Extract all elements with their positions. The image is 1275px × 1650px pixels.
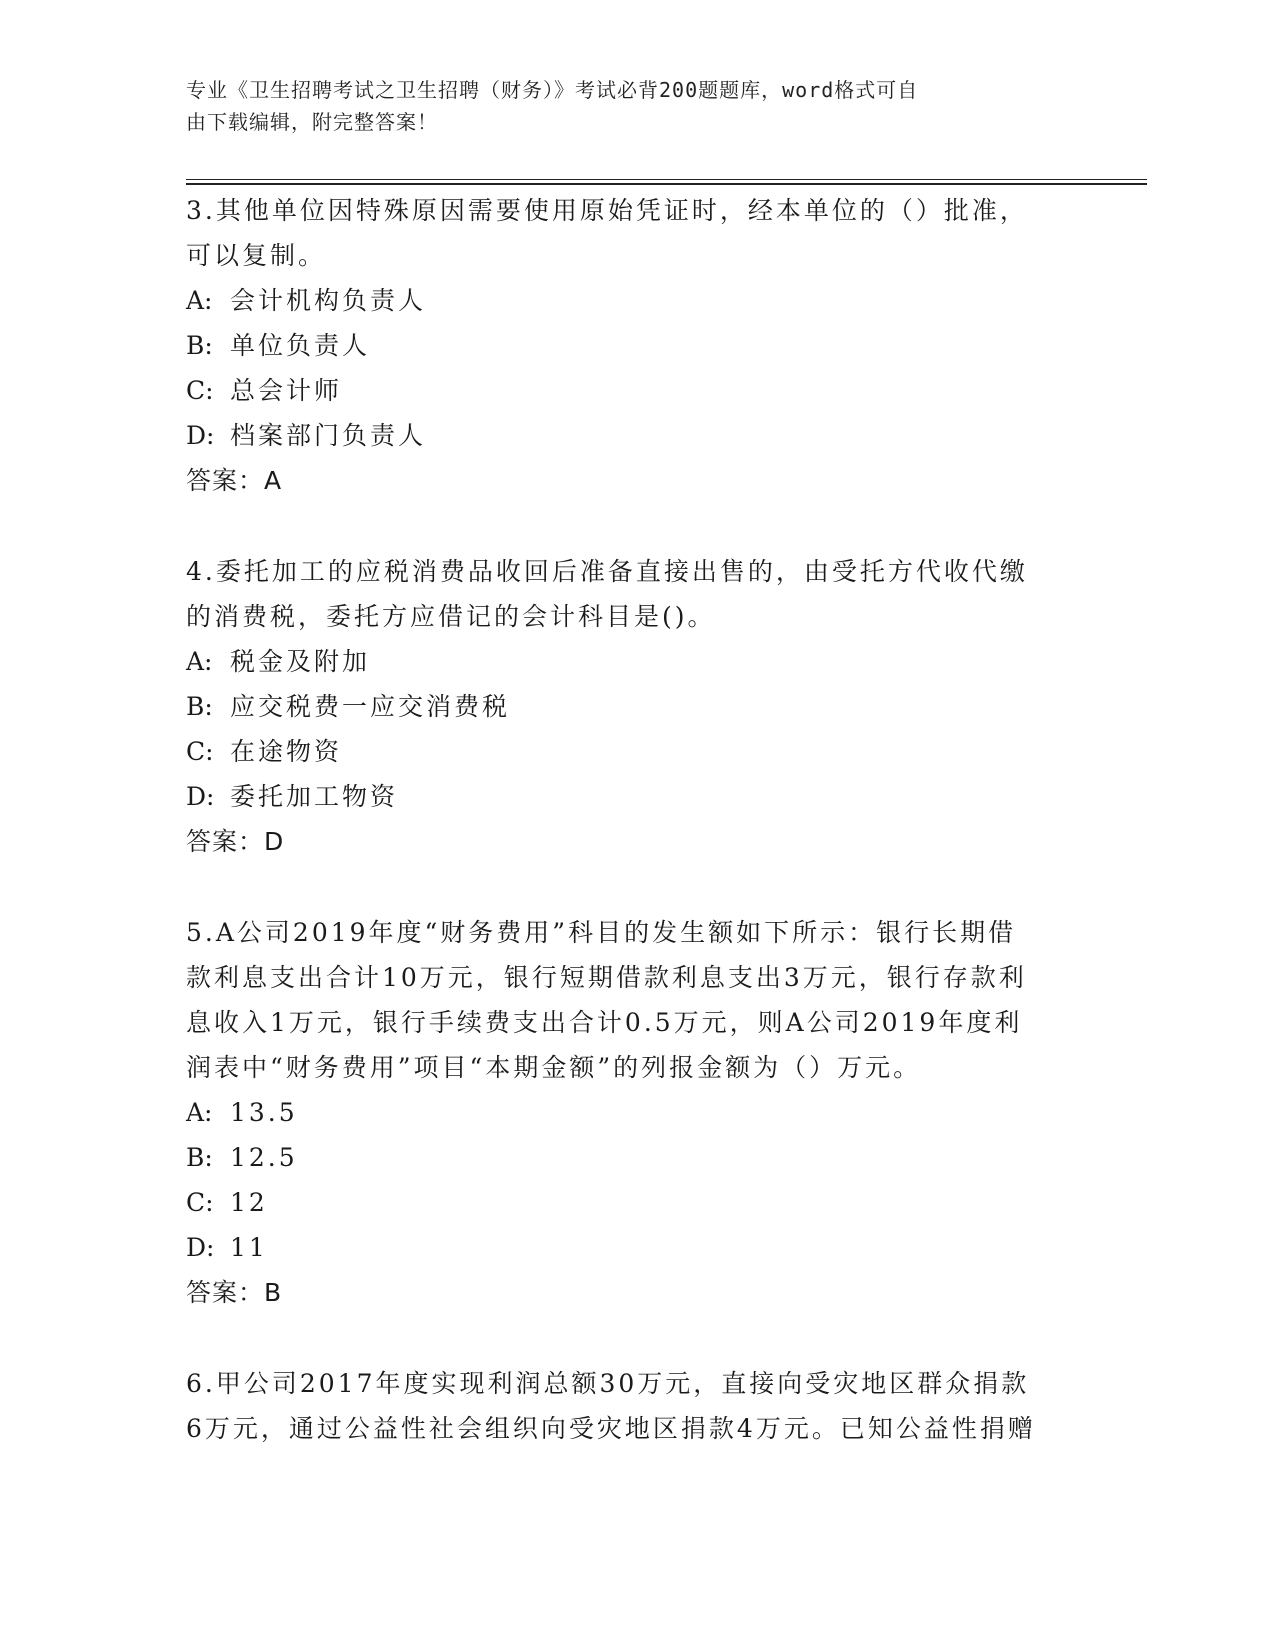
option-key: D: <box>186 782 215 811</box>
question-text-line: 4.委托加工的应税消费品收回后准备直接出售的，由受托方代收代缴 <box>186 557 1028 586</box>
option-b <box>186 1135 1086 1180</box>
option-key: D: <box>186 421 215 450</box>
question-text-line: 润表中“财务费用”项目“本期金额”的列报金额为（）万元。 <box>186 1053 922 1082</box>
question-gap <box>186 1315 1086 1361</box>
option-key: D: <box>186 1233 215 1262</box>
option-c <box>186 729 1086 774</box>
question-text-line: 款利息支出合计10万元，银行短期借款利息支出3万元，银行存款利 <box>186 963 1027 992</box>
question-text-line: 3.其他单位因特殊原因需要使用原始凭证时，经本单位的（）批准， <box>186 196 1028 225</box>
option-a <box>186 278 1086 323</box>
question-text-line: 可以复制。 <box>186 241 327 270</box>
question-gap <box>186 864 1086 910</box>
document-header <box>186 74 1066 138</box>
option-text: 12.5 <box>230 1143 298 1172</box>
question-gap <box>186 503 1086 549</box>
question-text-line: 的消费税，委托方应借记的会计科目是()。 <box>186 602 716 631</box>
header-line-2: 由下载编辑，附完整答案！ <box>186 110 438 134</box>
option-key: C: <box>186 1188 214 1217</box>
option-text: 档案部门负责人 <box>230 421 427 450</box>
option-d <box>186 413 1086 458</box>
question-5 <box>186 910 1086 1315</box>
answer-line: 答案：A <box>186 466 283 495</box>
question-text-line: 5.A公司2019年度“财务费用”科目的发生额如下所示：银行长期借 <box>186 918 1017 947</box>
option-a <box>186 639 1086 684</box>
question-text-line: 息收入1万元，银行手续费支出合计0.5万元，则A公司2019年度利 <box>186 1008 1023 1037</box>
option-key: C: <box>186 376 214 405</box>
header-line-1: 专业《卫生招聘考试之卫生招聘（财务）》考试必背200题题库，word格式可自 <box>186 78 919 102</box>
answer-line: 答案：D <box>186 827 285 856</box>
header-divider-thin <box>186 179 1147 180</box>
option-text: 应交税费一应交消费税 <box>230 692 511 721</box>
option-text: 单位负责人 <box>230 331 371 360</box>
question-3 <box>186 188 1086 503</box>
question-6 <box>186 1361 1086 1451</box>
option-text: 13.5 <box>230 1098 298 1127</box>
option-text: 在途物资 <box>230 737 343 766</box>
question-text-line: 6万元，通过公益性社会组织向受灾地区捐款4万元。已知公益性捐赠 <box>186 1414 1036 1443</box>
option-c <box>186 1180 1086 1225</box>
option-d <box>186 1225 1086 1270</box>
answer-line: 答案：B <box>186 1278 283 1307</box>
option-text: 总会计师 <box>230 376 343 405</box>
option-text: 税金及附加 <box>230 647 371 676</box>
option-key: A: <box>186 286 213 315</box>
option-key: B: <box>186 1143 213 1172</box>
option-text: 12 <box>230 1188 268 1217</box>
option-key: A: <box>186 647 213 676</box>
option-key: C: <box>186 737 214 766</box>
question-list <box>186 188 1086 1451</box>
option-a <box>186 1090 1086 1135</box>
option-d <box>186 774 1086 819</box>
option-text: 委托加工物资 <box>230 782 399 811</box>
option-text: 11 <box>230 1233 268 1262</box>
option-key: A: <box>186 1098 213 1127</box>
header-divider-thick <box>186 183 1147 185</box>
option-key: B: <box>186 692 213 721</box>
question-4 <box>186 549 1086 864</box>
option-b <box>186 323 1086 368</box>
option-b <box>186 684 1086 729</box>
question-text-line: 6.甲公司2017年度实现利润总额30万元，直接向受灾地区群众捐款 <box>186 1369 1030 1398</box>
option-text: 会计机构负责人 <box>230 286 427 315</box>
option-key: B: <box>186 331 213 360</box>
option-c <box>186 368 1086 413</box>
